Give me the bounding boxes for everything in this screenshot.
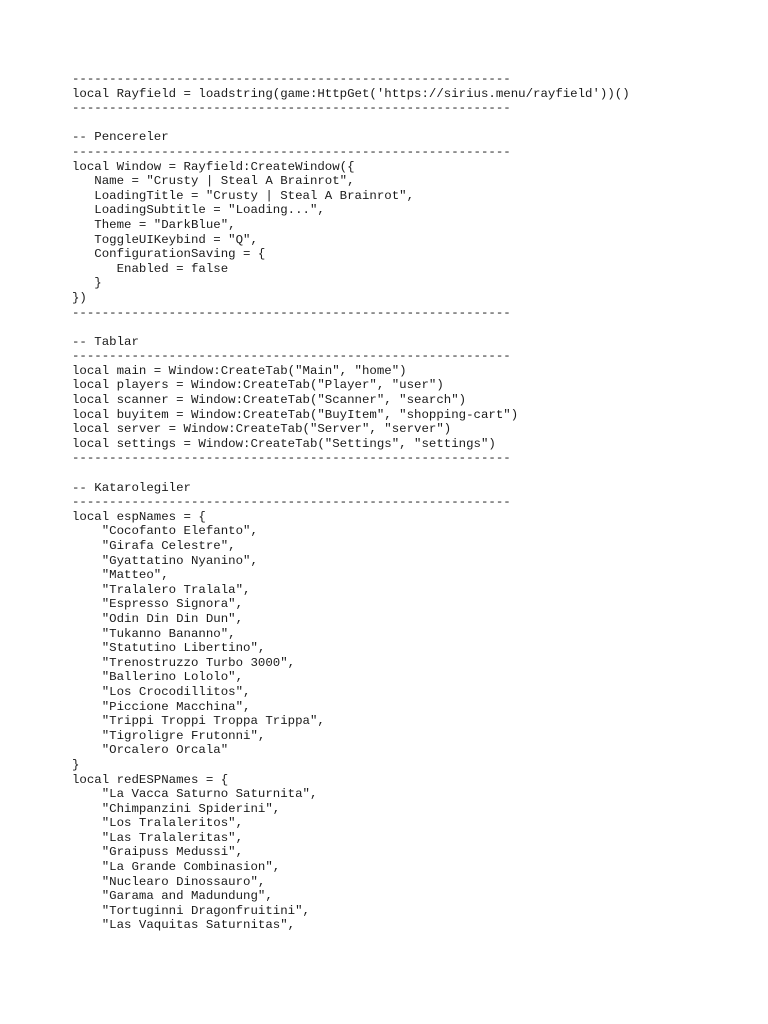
esp-names-close-line: } <box>72 757 80 772</box>
tab-main-line: local main = Window:CreateTab("Main", "home") <box>72 363 407 378</box>
red-esp-name-entry: "Tortuginni Dragonfruitini", <box>72 903 310 918</box>
esp-name-entry: "Matteo", <box>72 568 169 583</box>
comment-tablar: -- Tablar <box>72 334 139 349</box>
blank-line <box>72 466 752 481</box>
separator-line: ----------------------------------------------------------- <box>72 495 511 510</box>
red-esp-name-entry: "Graipuss Medussi", <box>72 845 244 860</box>
esp-name-entry: "Cocofanto Elefanto", <box>72 524 258 539</box>
esp-name-entry: "Orcalero Orcala" <box>72 743 229 758</box>
theme-line: Theme = "DarkBlue", <box>72 217 236 232</box>
esp-name-entry: "Gyattatino Nyanino", <box>72 553 258 568</box>
esp-name-entry: "Tukanno Bananno", <box>72 626 236 641</box>
comment-katarolegiler: -- Katarolegiler <box>72 480 191 495</box>
red-esp-names-open-line: local redESPNames = { <box>72 772 229 787</box>
comment-pencereler: -- Pencereler <box>72 130 169 145</box>
red-esp-name-entry: "Nuclearo Dinossauro", <box>72 874 266 889</box>
esp-name-entry: "Piccione Macchina", <box>72 699 251 714</box>
separator-line: ----------------------------------------------------------- <box>72 305 511 320</box>
window-name-line: Name = "Crusty | Steal A Brainrot", <box>72 174 355 189</box>
red-esp-name-entry: "Garama and Madundung", <box>72 889 273 904</box>
separator-line: ----------------------------------------------------------- <box>72 101 511 116</box>
esp-name-entry: "Espresso Signora", <box>72 597 244 612</box>
esp-name-entry: "Tigroligre Frutonni", <box>72 728 266 743</box>
esp-name-entry: "Trenostruzzo Turbo 3000", <box>72 655 296 670</box>
separator-line: ----------------------------------------------------------- <box>72 72 511 86</box>
red-esp-name-entry: "Chimpanzini Spiderini", <box>72 801 281 816</box>
configuration-saving-line: ConfigurationSaving = { <box>72 247 266 262</box>
blank-line <box>72 320 752 335</box>
tab-buyitem-line: local buyitem = Window:CreateTab("BuyItem", "shopping-cart") <box>72 407 519 422</box>
toggle-keybind-line: ToggleUIKeybind = "Q", <box>72 232 258 247</box>
loading-title-line: LoadingTitle = "Crusty | Steal A Brainrot", <box>72 188 415 203</box>
esp-name-entry: "Trippi Troppi Troppa Trippa", <box>72 714 325 729</box>
code-document <box>72 72 752 933</box>
loading-subtitle-line: LoadingSubtitle = "Loading...", <box>72 203 325 218</box>
esp-name-entry: "Statutino Libertino", <box>72 641 266 656</box>
separator-line: ----------------------------------------------------------- <box>72 349 511 364</box>
red-esp-name-entry: "La Vacca Saturno Saturnita", <box>72 787 318 802</box>
red-esp-name-entry: "Los Tralaleritos", <box>72 816 244 831</box>
blank-line <box>72 116 752 131</box>
esp-name-entry: "Los Crocodillitos", <box>72 684 251 699</box>
tab-players-line: local players = Window:CreateTab("Player", "user") <box>72 378 444 393</box>
create-window-line: local Window = Rayfield:CreateWindow({ <box>72 159 355 174</box>
red-esp-name-entry: "La Grande Combinasion", <box>72 860 281 875</box>
tab-scanner-line: local scanner = Window:CreateTab("Scanner", "search") <box>72 393 467 408</box>
close-brace-line: } <box>72 276 102 291</box>
rayfield-loadstring-line: local Rayfield = loadstring(game:HttpGet('https://sirius.menu/rayfield'))() <box>72 86 630 101</box>
red-esp-name-entry: "Las Tralaleritas", <box>72 830 244 845</box>
tab-settings-line: local settings = Window:CreateTab("Settings", "settings") <box>72 436 496 451</box>
tab-server-line: local server = Window:CreateTab("Server", "server") <box>72 422 452 437</box>
enabled-line: Enabled = false <box>72 261 229 276</box>
esp-names-open-line: local espNames = { <box>72 509 206 524</box>
esp-name-entry: "Tralalero Tralala", <box>72 582 251 597</box>
esp-name-entry: "Odin Din Din Dun", <box>72 611 244 626</box>
close-window-line: }) <box>72 290 87 305</box>
separator-line: ----------------------------------------------------------- <box>72 451 511 466</box>
esp-name-entry: "Girafa Celestre", <box>72 539 236 553</box>
esp-name-entry: "Ballerino Lololo", <box>72 670 244 685</box>
red-esp-name-entry: "Las Vaquitas Saturnitas", <box>72 918 296 933</box>
separator-line: ----------------------------------------------------------- <box>72 144 511 159</box>
